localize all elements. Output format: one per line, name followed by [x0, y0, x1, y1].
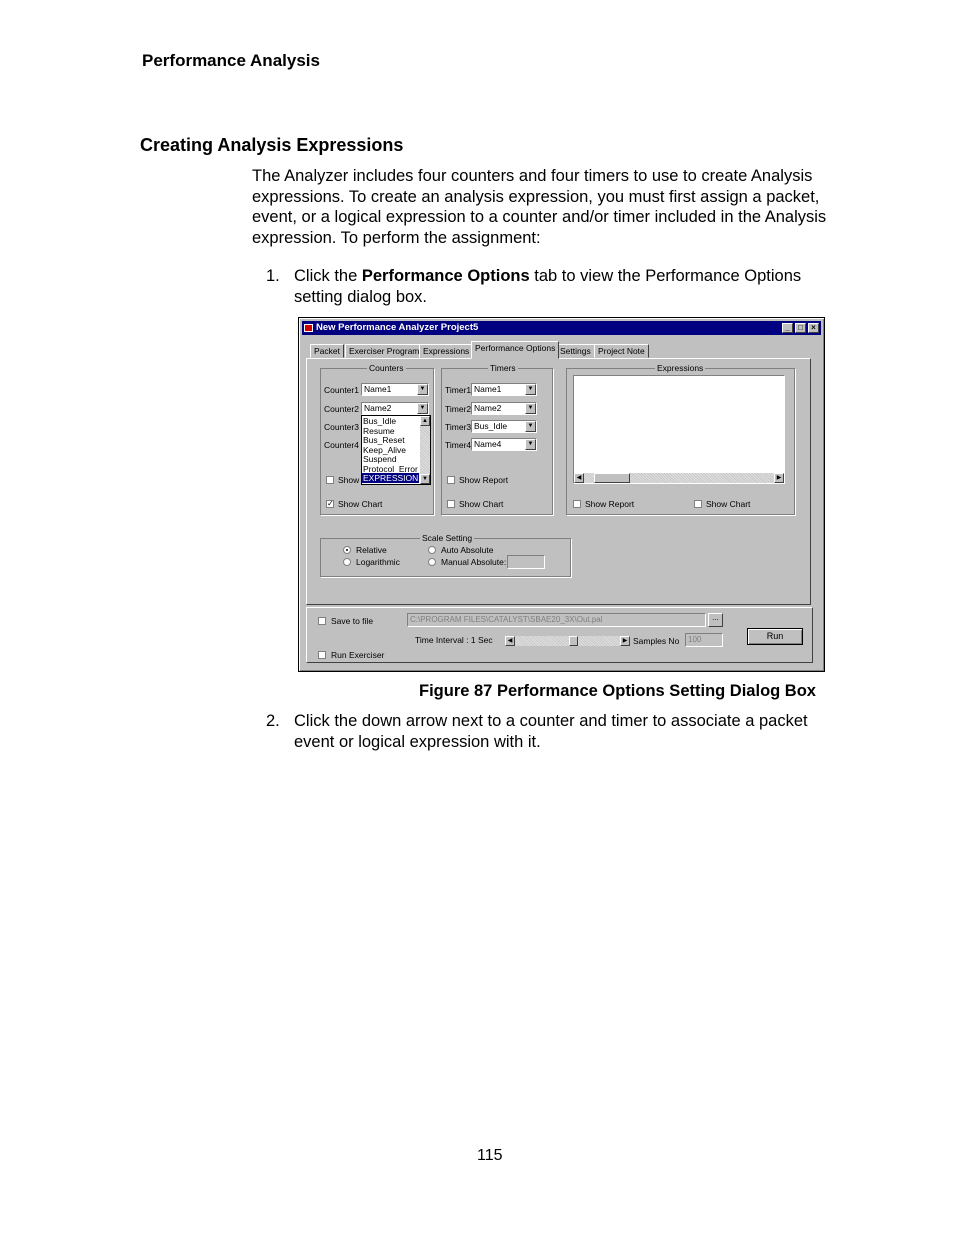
list-item[interactable]: Suspend	[363, 454, 397, 464]
intro-paragraph: The Analyzer includes four counters and four timers to use to create Analysis expressions. To create an analysis expression, you must first assign a packet, event, or a logical expression to a counter and/or timer included in the Analysis expression. To perform the assignment:	[252, 167, 827, 247]
step-text-post: tab to view the Performance Options setting dialog box.	[294, 267, 802, 306]
list-item[interactable]: Resume	[363, 425, 395, 436]
counter1-label: Counter1	[324, 385, 359, 395]
performance-dialog	[298, 317, 825, 672]
samples-no-input[interactable]: 100	[685, 633, 723, 647]
samples-no-label: Samples No	[633, 636, 680, 646]
list-item[interactable]: Bus_Reset	[363, 435, 405, 445]
run-exerciser-label: Run Exerciser	[331, 650, 385, 660]
logarithmic-label: Logarithmic	[356, 557, 400, 567]
counter2-value: Name2	[364, 403, 392, 413]
step-text	[294, 266, 834, 307]
counter-show-report-checkbox[interactable]	[326, 476, 334, 484]
slider-thumb[interactable]	[569, 636, 578, 646]
list-item-selected[interactable]: EXPRESSION	[363, 473, 419, 483]
step-number: 1.	[266, 267, 280, 285]
timer-show-chart-label: Show Chart	[459, 499, 504, 509]
counter-dropdown-list[interactable]	[361, 415, 431, 485]
step-1	[266, 266, 836, 308]
counter1-combo[interactable]	[361, 383, 429, 396]
tab-panel	[306, 358, 811, 605]
expressions-list[interactable]	[573, 375, 785, 484]
counters-label: Counters	[369, 363, 404, 373]
run-exerciser-checkbox[interactable]	[318, 651, 326, 659]
timer3-label: Timer3	[445, 422, 472, 432]
counter3-label: Counter3	[324, 422, 359, 432]
save-to-file-checkbox[interactable]	[318, 617, 326, 625]
dialog-title: New Performance Analyzer Project5	[316, 322, 479, 333]
tab-project-note[interactable]: Project Note	[594, 344, 649, 358]
tab-exerciser-program[interactable]: Exerciser Program	[345, 344, 423, 358]
expr-show-chart-checkbox[interactable]	[694, 500, 702, 508]
list-item[interactable]: Protocol_Error	[363, 463, 418, 474]
scroll-up-icon[interactable]: ▲	[420, 416, 430, 426]
scrollbar-thumb[interactable]	[594, 473, 630, 483]
chevron-down-icon[interactable]: ▼	[417, 384, 428, 395]
timer4-value: Name4	[474, 439, 502, 449]
chevron-down-icon[interactable]: ▼	[525, 403, 536, 414]
list-item[interactable]: Keep_Alive	[363, 444, 407, 455]
step-text-pre: Click the	[294, 267, 362, 285]
file-path-input[interactable]: C:\PROGRAM FILES\CATALYST\SBAE20_3X\Out.pal	[407, 613, 706, 627]
section-title: Creating Analysis Expressions	[140, 135, 404, 155]
timer1-value: Name1	[474, 384, 502, 394]
chevron-down-icon[interactable]: ▼	[525, 384, 536, 395]
timer-show-chart-checkbox[interactable]	[447, 500, 455, 508]
counters-group	[320, 363, 434, 515]
counter1-value: Name1	[364, 384, 392, 394]
chevron-down-icon[interactable]: ▼	[525, 439, 536, 450]
slider-right-icon[interactable]: ▶	[620, 636, 630, 646]
timer-show-report-label: Show Report	[459, 475, 509, 485]
scale-setting-label: Scale Setting	[422, 533, 473, 543]
chevron-down-icon[interactable]: ▼	[525, 421, 536, 432]
timer2-combo[interactable]	[471, 402, 537, 415]
tab-expressions[interactable]: Expressions	[419, 344, 473, 358]
timer3-combo[interactable]	[471, 420, 537, 433]
tab-performance-options[interactable]: Performance Options	[471, 341, 559, 359]
expr-show-report-label: Show Report	[585, 499, 635, 509]
list-item[interactable]: Bus_Idle	[363, 416, 397, 426]
page-header: Performance Analysis	[142, 51, 320, 70]
page-number: 115	[477, 1147, 503, 1164]
dialog-titlebar	[302, 321, 821, 335]
scrollbar-track[interactable]	[420, 426, 430, 474]
save-to-file-label: Save to file	[331, 616, 374, 626]
scale-setting-group	[320, 533, 571, 577]
timer-show-report-checkbox[interactable]	[447, 476, 455, 484]
browse-button[interactable]: ...	[708, 613, 723, 627]
tab-packet[interactable]: Packet	[310, 344, 344, 358]
counter-show-chart-checkbox[interactable]: ✓	[327, 499, 334, 508]
scroll-down-icon[interactable]: ▼	[420, 474, 430, 484]
timer1-combo[interactable]	[471, 383, 537, 396]
timer2-label: Timer2	[445, 404, 472, 414]
expressions-group	[566, 363, 795, 515]
time-interval-slider[interactable]	[515, 636, 620, 646]
timer3-value: Bus_Idle	[474, 421, 508, 431]
counter2-label: Counter2	[324, 404, 359, 414]
relative-radio[interactable]	[343, 546, 351, 554]
chevron-down-icon[interactable]: ▼	[417, 403, 428, 414]
minimize-icon[interactable]: _	[782, 323, 793, 333]
auto-absolute-radio[interactable]	[428, 546, 436, 554]
timer2-value: Name2	[474, 403, 502, 413]
tab-settings[interactable]: Settings	[556, 344, 595, 358]
figure-caption: Figure 87 Performance Options Setting Dialog Box	[419, 682, 816, 700]
expr-show-report-checkbox[interactable]	[573, 500, 581, 508]
timer4-label: Timer4	[445, 440, 472, 450]
step-text-bold: Performance Options	[361, 267, 530, 285]
maximize-icon[interactable]: □	[795, 323, 806, 333]
expr-show-chart-label: Show Chart	[706, 499, 751, 509]
expressions-label: Expressions	[657, 363, 704, 373]
counter4-label: Counter4	[324, 440, 359, 450]
counter-show-chart-label: Show Chart	[338, 499, 383, 509]
relative-label: Relative	[356, 545, 387, 555]
manual-absolute-radio[interactable]	[428, 558, 436, 566]
step-number: 2.	[266, 712, 280, 730]
step-text: Click the down arrow next to a counter and timer to associate a packet event or logical expression with it.	[294, 712, 808, 751]
timers-group	[441, 363, 553, 515]
run-button[interactable]: Run	[747, 628, 803, 645]
timers-label: Timers	[490, 363, 516, 373]
counter-show-report-label: Show	[338, 475, 360, 485]
close-icon[interactable]: ×	[808, 323, 819, 333]
scroll-right-icon[interactable]: ▶	[774, 473, 784, 483]
auto-absolute-label: Auto Absolute	[441, 545, 494, 555]
bottom-panel	[306, 607, 813, 663]
manual-absolute-label: Manual Absolute:	[441, 557, 507, 567]
timer4-combo[interactable]	[471, 438, 537, 451]
step-2	[266, 711, 836, 753]
slider-left-icon[interactable]: ◀	[505, 636, 515, 646]
manual-absolute-input[interactable]	[507, 555, 545, 569]
timer1-label: Timer1	[445, 385, 472, 395]
app-icon	[304, 324, 313, 332]
time-interval-label: Time Interval : 1 Sec	[415, 635, 493, 645]
counter2-combo[interactable]	[361, 402, 429, 415]
scroll-left-icon[interactable]: ◀	[574, 473, 584, 483]
logarithmic-radio[interactable]	[343, 558, 351, 566]
